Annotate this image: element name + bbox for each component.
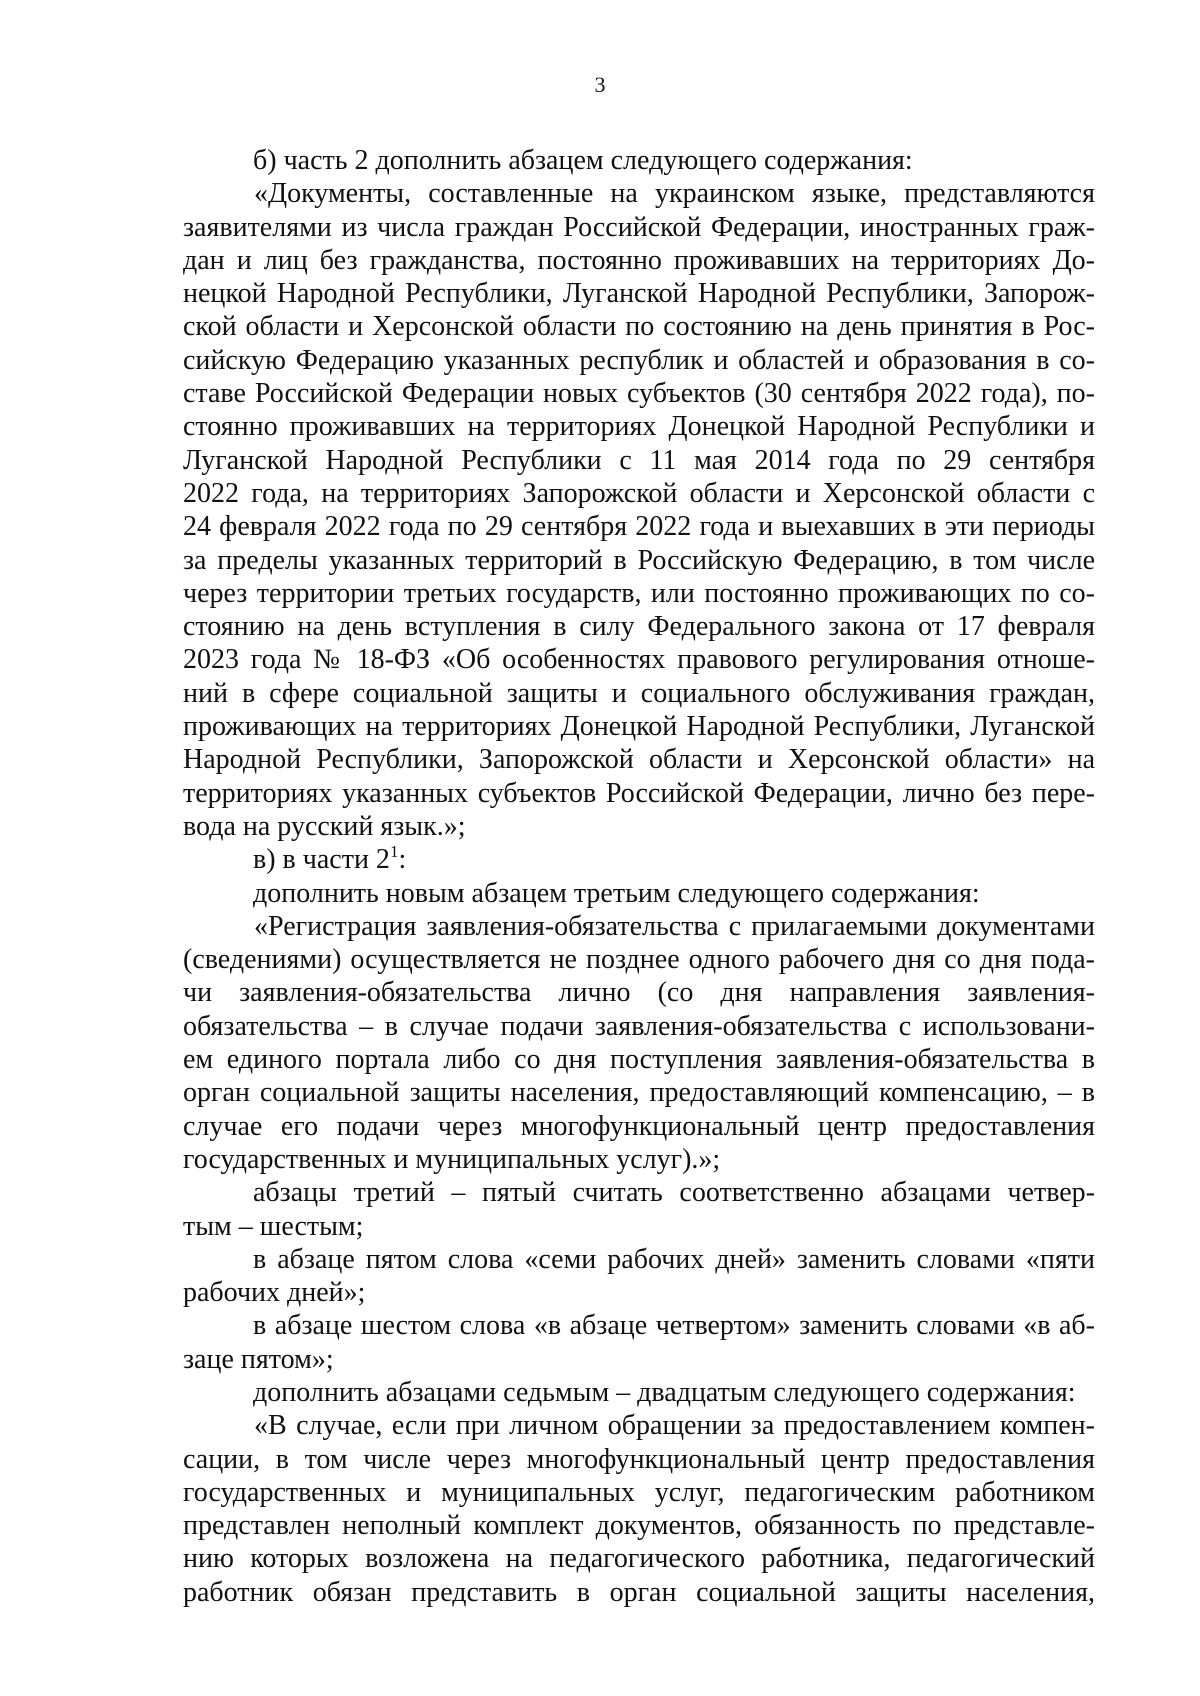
text-line: обязательства – в случае подачи заявления-обязательства с использовани- xyxy=(183,1010,1095,1042)
text-line: ний в сфере социальной защиты и социального обслуживания граждан, xyxy=(183,677,1095,709)
text-line: орган социальной защиты населения, предоставляющий компенсацию, – в xyxy=(183,1077,1095,1109)
text-line: ставе Российской Федерации новых субъектов (30 сентября 2022 года), по- xyxy=(183,378,1095,410)
text-line-tail: : xyxy=(398,844,407,876)
text-line: (сведениями) осуществляется не позднее одного рабочего дня со дня пода- xyxy=(183,944,1095,976)
text-line: сации, в том числе через многофункциональный центр предоставления xyxy=(183,1443,1095,1475)
page-number: 3 xyxy=(594,72,606,97)
text-line xyxy=(183,843,1095,876)
text-line: дан и лиц без гражданства, постоянно проживавших на территориях До- xyxy=(183,244,1095,276)
text-line: за пределы указанных территорий в Российскую Федерацию, в том числе xyxy=(183,544,1095,576)
text-line: стоянию на день вступления в силу Федерального закона от 17 февраля xyxy=(183,611,1095,643)
text-line: Луганской Народной Республики с 11 мая 2014 года по 29 сентября xyxy=(183,444,1095,476)
text-line: заце пятом»; xyxy=(183,1343,334,1375)
text-line: дополнить новым абзацем третьим следующего содержания: xyxy=(253,877,980,909)
text-line: рабочих дней»; xyxy=(183,1277,366,1309)
text-line: «Регистрация заявления-обязательства с прилагаемыми документами xyxy=(254,910,1095,942)
text-line: заявителями из числа граждан Российской Федерации, иностранных граж- xyxy=(183,211,1095,243)
text-line: тым – шестым; xyxy=(183,1210,364,1242)
text-line: дополнить абзацами седьмым – двадцатым следующего содержания: xyxy=(253,1376,1076,1408)
text-line: территориях указанных субъектов Российской Федерации, лично без пере- xyxy=(183,777,1095,809)
text-line: Народной Республики, Запорожской области и Херсонской области» на xyxy=(183,744,1095,776)
text-line: «Документы, составленные на украинском языке, представляются xyxy=(254,178,1095,210)
text-line: 24 февраля 2022 года по 29 сентября 2022 года и выехавших в эти периоды xyxy=(183,511,1095,543)
text-line-main: в) в части 2 xyxy=(253,844,390,876)
text-line: 2023 года № 18-ФЗ «Об особенностях правового регулирования отноше- xyxy=(183,644,1095,676)
text-line: работник обязан представить в орган социальной защиты населения, xyxy=(183,1576,1095,1608)
text-line: сийскую Федерацию указанных республик и областей и образования в со- xyxy=(183,344,1095,376)
text-line: проживающих на территориях Донецкой Народной Республики, Луганской xyxy=(183,711,1095,743)
text-line: в абзаце шестом слова «в абзаце четвертом» заменить словами «в аб- xyxy=(253,1310,1095,1342)
text-line: государственных и муниципальных услуг).»; xyxy=(183,1143,721,1175)
text-line: б) часть 2 дополнить абзацем следующего содержания: xyxy=(253,145,913,176)
text-line: 2022 года, на территориях Запорожской области и Херсонской области с xyxy=(183,477,1095,509)
text-line: через территории третьих государств, или постоянно проживающих по со- xyxy=(183,577,1095,609)
document-body xyxy=(183,144,1095,1609)
superscript: 1 xyxy=(389,842,399,862)
text-line: нецкой Народной Республики, Луганской Народной Республики, Запорож- xyxy=(183,278,1095,310)
text-line: «В случае, если при личном обращении за предоставлением компен- xyxy=(254,1410,1095,1442)
text-line: в абзаце пятом слова «семи рабочих дней» заменить словами «пяти xyxy=(253,1243,1095,1275)
text-line: нию которых возложена на педагогического работника, педагогический xyxy=(183,1543,1095,1575)
text-line: ской области и Херсонской области по состоянию на день принятия в Рос- xyxy=(183,311,1095,343)
text-line: ем единого портала либо со дня поступления заявления-обязательства в xyxy=(183,1044,1095,1076)
text-line: чи заявления-обязательства лично (со дня направления заявления- xyxy=(183,977,1095,1009)
text-line: вода на русский язык.»; xyxy=(183,810,466,842)
text-line: случае его подачи через многофункциональный центр предоставления xyxy=(183,1110,1095,1142)
text-line: стоянно проживавших на территориях Донецкой Народной Республики и xyxy=(183,411,1095,443)
text-line: представлен неполный комплект документов, обязанность по представле- xyxy=(183,1510,1095,1542)
text-line: государственных и муниципальных услуг, педагогическим работником xyxy=(183,1476,1095,1508)
text-line: абзацы третий – пятый считать соответственно абзацами четвер- xyxy=(253,1177,1095,1209)
